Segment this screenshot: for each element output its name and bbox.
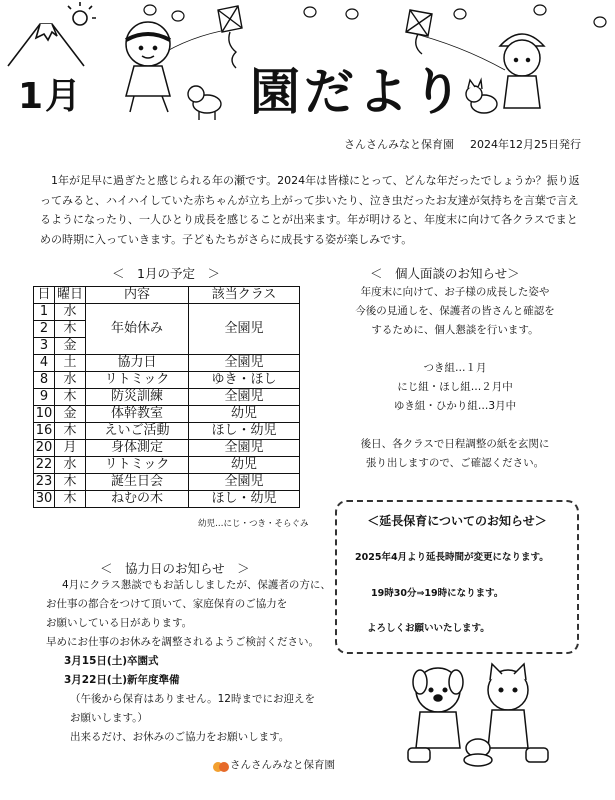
page-title: 園だより [250,63,466,121]
class-cell: 全園児 [189,440,300,457]
schedule-legend: 幼児…にじ・つき・そらぐみ [198,519,309,529]
class-cell: ほし・幼児 [189,491,300,508]
content-cell: リトミック [86,457,189,474]
cooperation-date: 3月15日(土)卒園式 [64,655,159,667]
content-cell: 誕生日会 [86,474,189,491]
birds-icon [144,5,606,27]
dow-cell: 水 [55,457,86,474]
boy-with-kite-icon [126,22,170,112]
col-class-header: 該当クラス [189,287,300,304]
issue-date: 2024年12月25日発行 [470,138,581,151]
cooperation-line: お願いしている日があります。 [46,617,193,629]
day-cell: 4 [34,355,55,372]
interview-line: 今後の見通しを、保護者の皆さんと確認を [355,305,555,317]
table-row [34,355,300,372]
schedule-table [33,286,300,508]
interview-line: 年度末に向けて、お子様の成長した姿や [360,286,550,298]
col-day-header: 日 [34,287,55,304]
interview-closing-line: 張り出しますので、ご確認ください。 [365,457,545,469]
girl-with-kite-icon [500,34,544,108]
extended-care-line: 19時30分⇒19時になります。 [371,588,504,599]
cooperation-line: 4月にクラス懇談でもお話ししましたが、保護者の方に、 [62,579,331,591]
interview-title: ＜ 個人面談のお知らせ＞ [370,266,520,281]
content-cell: ねむの木 [86,491,189,508]
day-cell: 20 [34,440,55,457]
extended-care-line: よろしくお願いいたします。 [367,623,490,634]
content-cell: えいご活動 [86,423,189,440]
table-row [34,491,300,508]
dow-cell: 木 [55,474,86,491]
table-row [34,304,300,321]
cat-right-icon [466,80,497,113]
cooperation-line: 早めにお仕事のお休みを調整されるようご検討ください。 [46,636,319,648]
content-cell: 協力日 [86,355,189,372]
cooperation-closing: 出来るだけ、お休みのご協力をお願いします。 [70,731,290,743]
content-cell: 体幹教室 [86,406,189,423]
dow-cell: 月 [55,440,86,457]
cooperation-title: ＜ 協力日のお知らせ ＞ [100,561,250,576]
day-cell: 8 [34,372,55,389]
interview-schedule-line: つき組…１月 [423,362,487,374]
cooperation-line: お仕事の都合をつけて頂いて、家庭保育のご協力を [46,598,288,610]
dow-cell: 木 [55,491,86,508]
schedule-header-row [34,287,300,304]
content-cell: 年始休み [86,304,189,355]
footer-brand: さんさんみなと保育園 [230,759,335,771]
cat-icon [488,664,528,748]
table-row [34,457,300,474]
schedule-title: ＜ 1月の予定 ＞ [112,266,220,281]
intro-paragraph: 1年が足早に過ぎたと感じられる年の瀬です。2024年は皆様にとって、どんな年だったでしょうか？振り返ってみると、ハイハイしていた赤ちゃんが立ち上がって歩いたり、泣き虫だったお友達が気持ちを言葉で言えるようになったり、一人ひとり成長を感じることが出来ます。年が明けると、年度末に向けて各クラスでまとめの時期に入っていきます。子どもたちがさらに成長する姿が楽しみです。 [40,174,580,246]
day-cell: 3 [34,338,55,355]
dow-cell: 木 [55,321,86,338]
school-name: さんさんみなと保育園 [344,138,454,151]
month-label: 1月 [18,76,84,117]
mount-fuji-icon [8,2,96,66]
table-row [34,423,300,440]
interview-notice [330,283,580,473]
content-cell: 身体測定 [86,440,189,457]
table-row [34,389,300,406]
dow-cell: 金 [55,406,86,423]
dow-cell: 金 [55,338,86,355]
dow-cell: 水 [55,304,86,321]
day-cell: 10 [34,406,55,423]
class-cell: ほし・幼児 [189,423,300,440]
class-cell: 全園児 [189,355,300,372]
dog-left-icon [188,86,221,120]
table-row [34,372,300,389]
content-cell: 防災訓練 [86,389,189,406]
animals-illustration [398,660,558,770]
class-cell: 幼児 [189,406,300,423]
dow-cell: 木 [55,389,86,406]
dow-cell: 水 [55,372,86,389]
interview-schedule-line: にじ組・ほし組…２月中 [397,381,513,393]
cooperation-date: 3月22日(土)新年度準備 [64,674,180,686]
content-cell: リトミック [86,372,189,389]
extended-care-line: 2025年4月より延長時間が変更になります。 [355,552,549,563]
class-cell: 幼児 [189,457,300,474]
cooperation-notice [46,576,336,747]
table-row [34,406,300,423]
day-cell: 2 [34,321,55,338]
extended-care-title: ＜延長保育についてのお知らせ＞ [367,514,547,528]
sun-logo-icon [212,759,230,773]
class-cell: 全園児 [189,304,300,355]
day-cell: 22 [34,457,55,474]
day-cell: 9 [34,389,55,406]
extended-care-box [335,500,579,654]
day-cell: 30 [34,491,55,508]
interview-closing-line: 後日、各クラスで日程調整の紙を玄関に [360,438,550,450]
col-dow-header: 曜日 [55,287,86,304]
cooperation-note: お願いします。） [70,712,148,724]
table-row [34,474,300,491]
dow-cell: 土 [55,355,86,372]
col-content-header: 内容 [86,287,189,304]
interview-line: するために、個人懇談を行います。 [371,324,539,336]
day-cell: 16 [34,423,55,440]
day-cell: 1 [34,304,55,321]
class-cell: ゆき・ほし [189,372,300,389]
dow-cell: 木 [55,423,86,440]
dog-icon [413,668,463,748]
class-cell: 全園児 [189,474,300,491]
table-row [34,440,300,457]
interview-schedule-line: ゆき組・ひかり組…3月中 [393,400,517,412]
cooperation-note: （午後から保育はありません。12時までにお迎えを [70,693,315,705]
day-cell: 23 [34,474,55,491]
intro-text [40,171,580,249]
class-cell: 全園児 [189,389,300,406]
